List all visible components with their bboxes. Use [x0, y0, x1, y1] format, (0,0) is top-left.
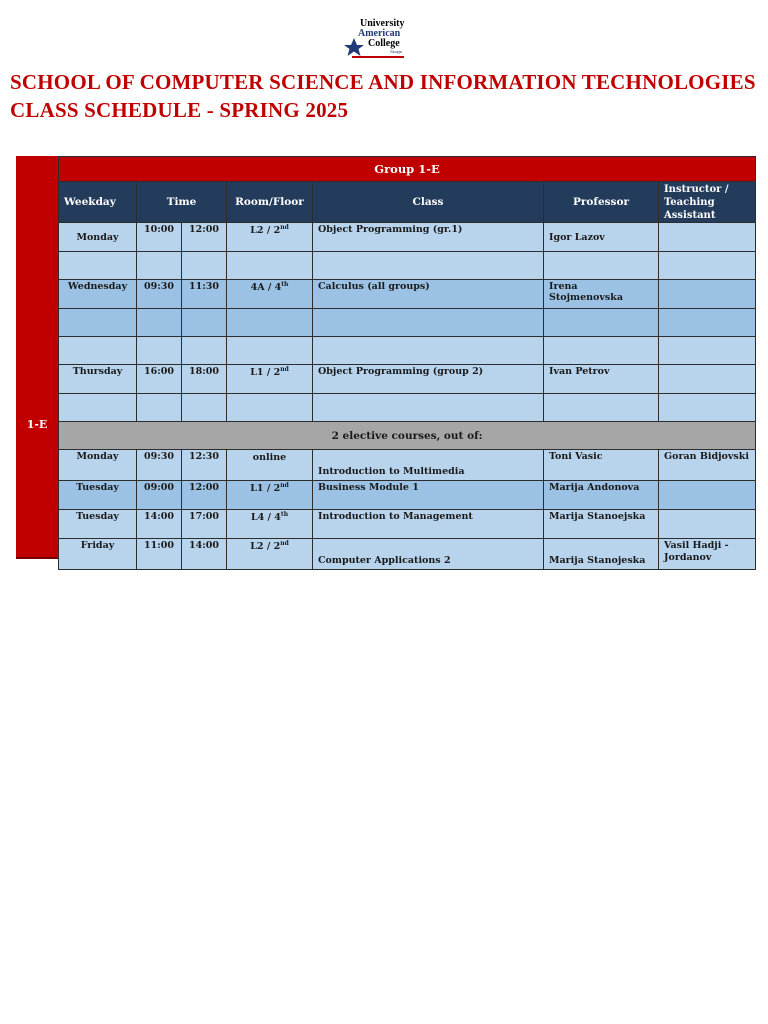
room-cell — [227, 539, 313, 570]
group-side-bar — [16, 156, 58, 559]
class-cell: Object Programming (gr.1) — [313, 223, 544, 252]
empty-cell — [59, 337, 137, 365]
table-row — [59, 481, 756, 510]
empty-cell — [313, 337, 544, 365]
professor-cell: Toni Vasic — [544, 450, 659, 481]
end-time-cell: 14:00 — [182, 539, 227, 570]
room-text: online — [252, 452, 287, 464]
room-cell — [227, 223, 313, 252]
empty-cell — [137, 394, 182, 422]
col-room: Room/Floor — [227, 182, 313, 223]
professor-cell: Marija Stanojeska — [544, 539, 659, 570]
weekday-cell: Tuesday — [59, 510, 137, 539]
group-side-label: 1-E — [26, 418, 48, 431]
empty-cell — [544, 337, 659, 365]
empty-cell — [544, 394, 659, 422]
logo-emblem — [344, 16, 410, 60]
room-sup: nd — [280, 540, 289, 547]
start-time-cell: 14:00 — [137, 510, 182, 539]
col-weekday: Weekday — [59, 182, 137, 223]
empty-cell — [59, 252, 137, 280]
empty-cell — [659, 337, 756, 365]
professor-cell: Marija Andonova — [544, 481, 659, 510]
room-cell — [227, 481, 313, 510]
empty-cell — [313, 309, 544, 337]
weekday-cell: Thursday — [59, 365, 137, 394]
empty-cell — [227, 337, 313, 365]
end-time-cell: 17:00 — [182, 510, 227, 539]
weekday-cell: Monday — [59, 223, 137, 252]
empty-cell — [182, 337, 227, 365]
room-text: 4A / 4 — [250, 282, 282, 294]
page-title-line1: SCHOOL OF COMPUTER SCIENCE AND INFORMATION TECHNOLOGIES — [10, 70, 756, 94]
class-cell: Introduction to Multimedia — [313, 450, 544, 481]
empty-cell — [313, 394, 544, 422]
professor-cell: Marija Stanoejska — [544, 510, 659, 539]
elective-title: 2 elective courses, out of: — [59, 422, 756, 450]
table-row — [59, 365, 756, 394]
col-professor: Professor — [544, 182, 659, 223]
room-sup: th — [281, 281, 289, 288]
end-time-cell: 12:30 — [182, 450, 227, 481]
weekday-cell: Monday — [59, 450, 137, 481]
instructor-cell: Vasil Hadji - Jordanov — [659, 539, 756, 570]
room-text: L2 / 2 — [250, 225, 281, 237]
start-time-cell: 09:30 — [137, 450, 182, 481]
room-text: L1 / 2 — [250, 367, 281, 379]
empty-cell — [137, 337, 182, 365]
empty-cell — [182, 394, 227, 422]
col-instructor: Instructor / Teaching Assistant — [659, 182, 756, 223]
logo-line1: University — [360, 18, 405, 29]
professor-cell: Ivan Petrov — [544, 365, 659, 394]
empty-cell — [227, 309, 313, 337]
class-cell: Object Programming (group 2) — [313, 365, 544, 394]
instructor-cell — [659, 481, 756, 510]
empty-cell — [227, 394, 313, 422]
logo-line3: College — [368, 38, 400, 49]
logo-line4: Skopje — [390, 49, 403, 54]
end-time-cell: 18:00 — [182, 365, 227, 394]
class-cell: Calculus (all groups) — [313, 280, 544, 309]
empty-cell — [137, 309, 182, 337]
schedule-table-block — [16, 156, 755, 566]
start-time-cell: 11:00 — [137, 539, 182, 570]
empty-cell — [182, 252, 227, 280]
end-time-cell: 11:30 — [182, 280, 227, 309]
college-logo — [344, 16, 410, 60]
start-time-cell: 09:30 — [137, 280, 182, 309]
instructor-cell — [659, 223, 756, 252]
table-row — [59, 510, 756, 539]
room-sup: th — [280, 511, 289, 518]
room-sup: nd — [280, 366, 289, 373]
elective-header-row — [59, 422, 756, 450]
room-sup: nd — [280, 224, 289, 231]
empty-cell — [59, 394, 137, 422]
room-text: L4 / 4 — [250, 512, 281, 524]
weekday-cell: Friday — [59, 539, 137, 570]
empty-cell — [59, 309, 137, 337]
room-text: L1 / 2 — [250, 483, 281, 495]
instructor-cell — [659, 365, 756, 394]
end-time-cell: 12:00 — [182, 481, 227, 510]
empty-cell — [544, 309, 659, 337]
professor-cell: Igor Lazov — [544, 223, 659, 252]
instructor-cell: Goran Bidjovski — [659, 450, 756, 481]
logo-line2: American — [358, 28, 401, 39]
empty-cell — [659, 394, 756, 422]
room-cell — [227, 280, 313, 309]
instructor-cell — [659, 280, 756, 309]
table-row — [59, 450, 756, 481]
group-title: Group 1-E — [59, 157, 756, 182]
class-cell: Computer Applications 2 — [313, 539, 544, 570]
col-class: Class — [313, 182, 544, 223]
table-row — [59, 280, 756, 309]
col-time: Time — [137, 182, 227, 223]
page-title-line2: CLASS SCHEDULE - SPRING 2025 — [10, 98, 349, 122]
professor-cell: Irena Stojmenovska — [544, 280, 659, 309]
table-row — [59, 309, 756, 337]
empty-cell — [182, 309, 227, 337]
weekday-cell: Tuesday — [59, 481, 137, 510]
room-cell — [227, 450, 313, 481]
empty-cell — [544, 252, 659, 280]
empty-cell — [313, 252, 544, 280]
weekday-cell: Wednesday — [59, 280, 137, 309]
empty-cell — [227, 252, 313, 280]
instructor-cell — [659, 510, 756, 539]
room-text: L2 / 2 — [250, 541, 281, 553]
class-cell: Introduction to Management — [313, 510, 544, 539]
start-time-cell: 10:00 — [137, 223, 182, 252]
table-row — [59, 539, 756, 570]
table-row — [59, 223, 756, 252]
room-cell — [227, 510, 313, 539]
start-time-cell: 16:00 — [137, 365, 182, 394]
start-time-cell: 09:00 — [137, 481, 182, 510]
class-cell: Business Module 1 — [313, 481, 544, 510]
table-row — [59, 394, 756, 422]
room-cell — [227, 365, 313, 394]
table-row — [59, 252, 756, 280]
schedule-table — [58, 156, 756, 570]
empty-cell — [659, 252, 756, 280]
table-row — [59, 337, 756, 365]
empty-cell — [137, 252, 182, 280]
end-time-cell: 12:00 — [182, 223, 227, 252]
empty-cell — [659, 309, 756, 337]
room-sup: nd — [280, 482, 289, 489]
